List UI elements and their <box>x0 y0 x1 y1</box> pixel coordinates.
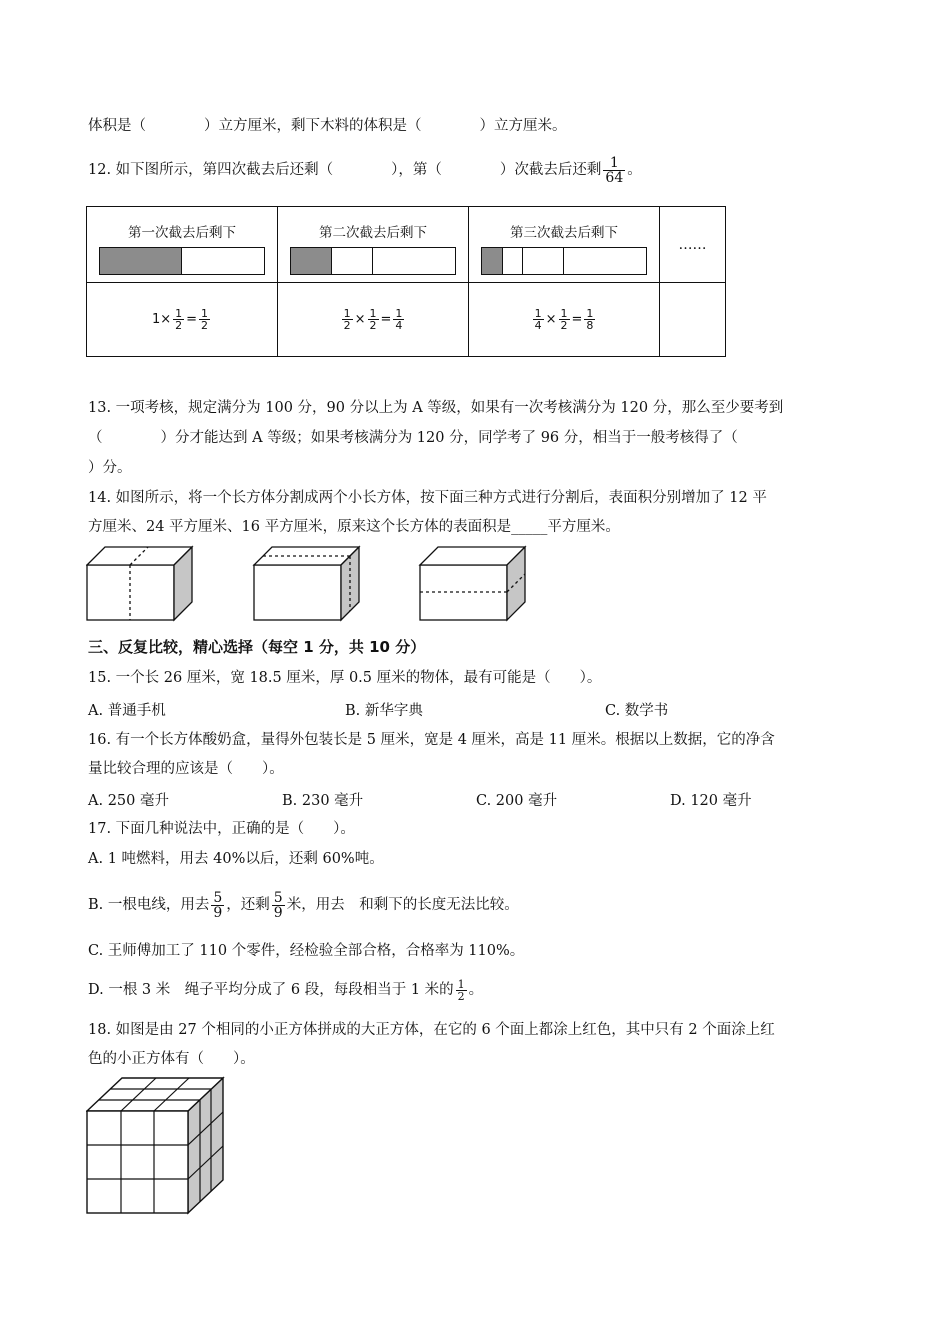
q16-option-b[interactable]: B. 230 毫升 <box>282 793 364 809</box>
cuboid-3 <box>420 547 525 620</box>
q15-stem: 15. 一个长 26 厘米，宽 18.5 厘米，厚 0.5 厘米的物体，最有可能是（ ）。 <box>88 670 602 686</box>
q12-stem: 12. 如下图所示，第四次截去后还剩（ ），第（ ）次截去后还剩 $\frac{1}{64}$ 。 <box>88 154 642 186</box>
q13-line3: ）分。 <box>88 460 132 476</box>
cut-header-3: 第三次截去后剩下 <box>510 224 618 241</box>
q12-fraction: $\frac{1}{64}$ <box>605 154 624 186</box>
cut-header-1: 第一次截去后剩下 <box>128 224 236 241</box>
q18-line2: 色的小正方体有（ ）。 <box>88 1051 255 1067</box>
formula-1: 1× $\frac{1}{2}$ = $\frac{1}{2}$ <box>87 283 278 357</box>
formula-2: $\frac{1}{2}$ × $\frac{1}{2}$ = $\frac{1}{4}$ <box>278 283 469 357</box>
cut-table <box>86 206 726 357</box>
cuboid-2 <box>254 547 359 620</box>
q14-line2: 方厘米、24 平方厘米、16 平方厘米，原来这个长方体的表面积是_____平方厘米。 <box>88 519 620 535</box>
q16-line1: 16. 有一个长方体酸奶盒，量得外包装长是 5 厘米，宽是 4 厘米，高是 11 厘米。根据以上数据，它的净含 <box>88 732 775 748</box>
rubik-cube-figure <box>86 1076 228 1216</box>
cut-cell-2 <box>278 207 469 283</box>
cut-header-2: 第二次截去后剩下 <box>319 224 427 241</box>
q16-line2: 量比较合理的应该是（ ）。 <box>88 761 284 777</box>
q16-option-d[interactable]: D. 120 毫升 <box>670 793 752 809</box>
q18-line1: 18. 如图是由 27 个相同的小正方体拼成的大正方体，在它的 6 个面上都涂上红色，其中只有 2 个面涂上红 <box>88 1022 775 1038</box>
q15-option-c[interactable]: C. 数学书 <box>605 703 669 719</box>
q17-option-b[interactable]: B. 一根电线，用去 $\frac{5}{9}$ ，还剩 $\frac{5}{9}$ 米，用去 和剩下的长度无法比较。 <box>88 889 519 921</box>
cut-cell-3 <box>469 207 660 283</box>
q16-option-c[interactable]: C. 200 毫升 <box>476 793 558 809</box>
q11-text: 体积是（ ）立方厘米，剩下木料的体积是（ ）立方厘米。 <box>88 118 567 134</box>
q15-option-a[interactable]: A. 普通手机 <box>88 703 166 719</box>
q13-line1: 13. 一项考核，规定满分为 100 分，90 分以上为 A 等级，如果有一次考核满分为 120 分，那么至少要考到 <box>88 400 784 416</box>
bar-1 <box>99 247 265 275</box>
formula-empty <box>660 283 726 357</box>
cut-ellipsis: …… <box>660 207 726 283</box>
q17-stem: 17. 下面几种说法中，正确的是（ ）。 <box>88 821 355 837</box>
q17-option-a[interactable]: A. 1 吨燃料，用去 40%以后，还剩 60%吨。 <box>88 851 384 867</box>
formula-3: $\frac{1}{4}$ × $\frac{1}{2}$ = $\frac{1}{8}$ <box>469 283 660 357</box>
q17-option-c[interactable]: C. 王师傅加工了 110 个零件，经检验全部合格，合格率为 110%。 <box>88 943 525 959</box>
cut-cell-1 <box>87 207 278 283</box>
q12-text: 12. 如下图所示，第四次截去后还剩（ ），第（ ）次截去后还剩 <box>88 162 602 178</box>
bar-2 <box>290 247 456 275</box>
q17-option-d[interactable]: D. 一根 3 米 绳子平均分成了 6 段，每段相当于 1 米的 $\frac{1}{2}$ 。 <box>88 977 484 1003</box>
q13-line2: （ ）分才能达到 A 等级；如果考核满分为 120 分，同学考了 96 分，相当于一般考核得了（ <box>88 430 738 446</box>
bar-3 <box>481 247 647 275</box>
q16-option-a[interactable]: A. 250 毫升 <box>88 793 169 809</box>
section-3-title: 三、反复比较，精心选择（每空 1 分，共 10 分） <box>88 638 426 656</box>
cuboid-figures <box>86 545 536 625</box>
q15-option-b[interactable]: B. 新华字典 <box>345 703 423 719</box>
cuboid-1 <box>87 547 192 620</box>
q14-line1: 14. 如图所示，将一个长方体分割成两个小长方体，按下面三种方式进行分割后，表面积分别增加了 12 平 <box>88 490 767 506</box>
